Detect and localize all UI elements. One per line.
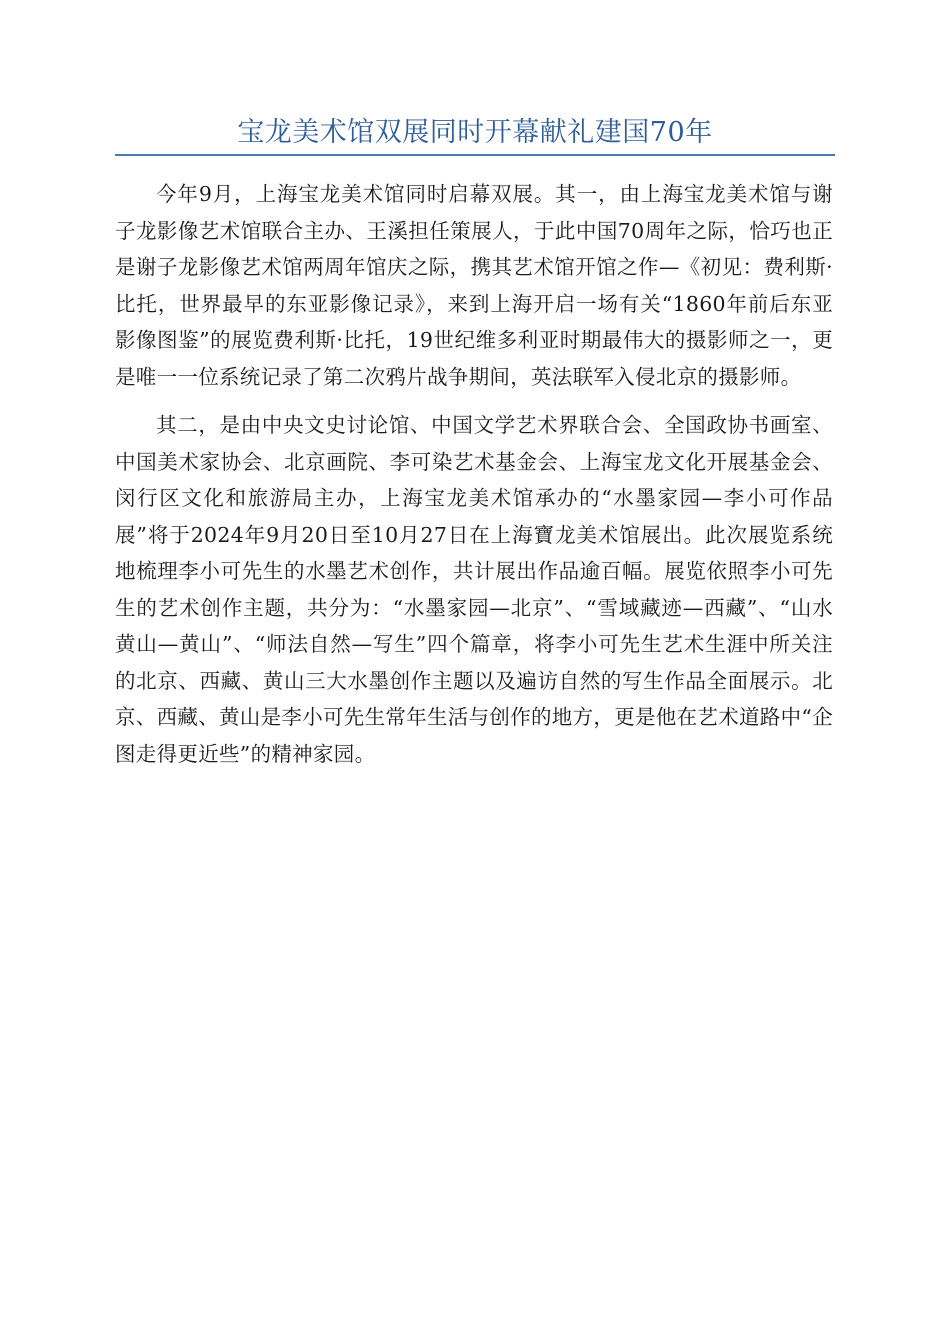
document-body [115,176,833,784]
paragraph-2: 其二，是由中央文史讨论馆、中国文学艺术界联合会、全国政协书画室、中国美术家协会、北京画院、李可染艺术基金会、上海宝龙文化开展基金会、闵行区文化和旅游局主办，上海宝龙美术馆承办的“水墨家园—李小可作品展”将于2024年9月20日至10月27日在上海寶龙美术馆展出。此次展览系统地梳理李小可先生的水墨艺术创作，共计展出作品逾百幅。展览依照李小可先生的艺术创作主题，共分为：“水墨家园—北京”、“雪域藏迹—西藏”、“山水黄山—黄山”、“师法自然—写生”四个篇章，将李小可先生艺术生涯中所关注的北京、西藏、黄山三大水墨创作主题以及遍访自然的写生作品全面展示。北京、西藏、黄山是李小可先生常年生活与创作的地方，更是他在艺术道路中“企图走得更近些”的精神家园。 [115,413,833,766]
paragraph-1: 今年9月，上海宝龙美术馆同时启幕双展。其一，由上海宝龙美术馆与谢子龙影像艺术馆联合主办、王溪担任策展人，于此中国70周年之际，恰巧也正是谢子龙影像艺术馆两周年馆庆之际，携其艺术馆开馆之作—《初见：费利斯·比托，世界最早的东亚影像记录》，来到上海开启一场有关“1860年前后东亚影像图鉴”的展览费利斯·比托，19世纪维多利亚时期最伟大的摄影师之一，更是唯一一位系统记录了第二次鸦片战争期间，英法联军入侵北京的摄影师。 [115,182,833,389]
title-underline [115,154,835,156]
document-title: 宝龙美术馆双展同时开幕献礼建国70年 [237,117,713,148]
